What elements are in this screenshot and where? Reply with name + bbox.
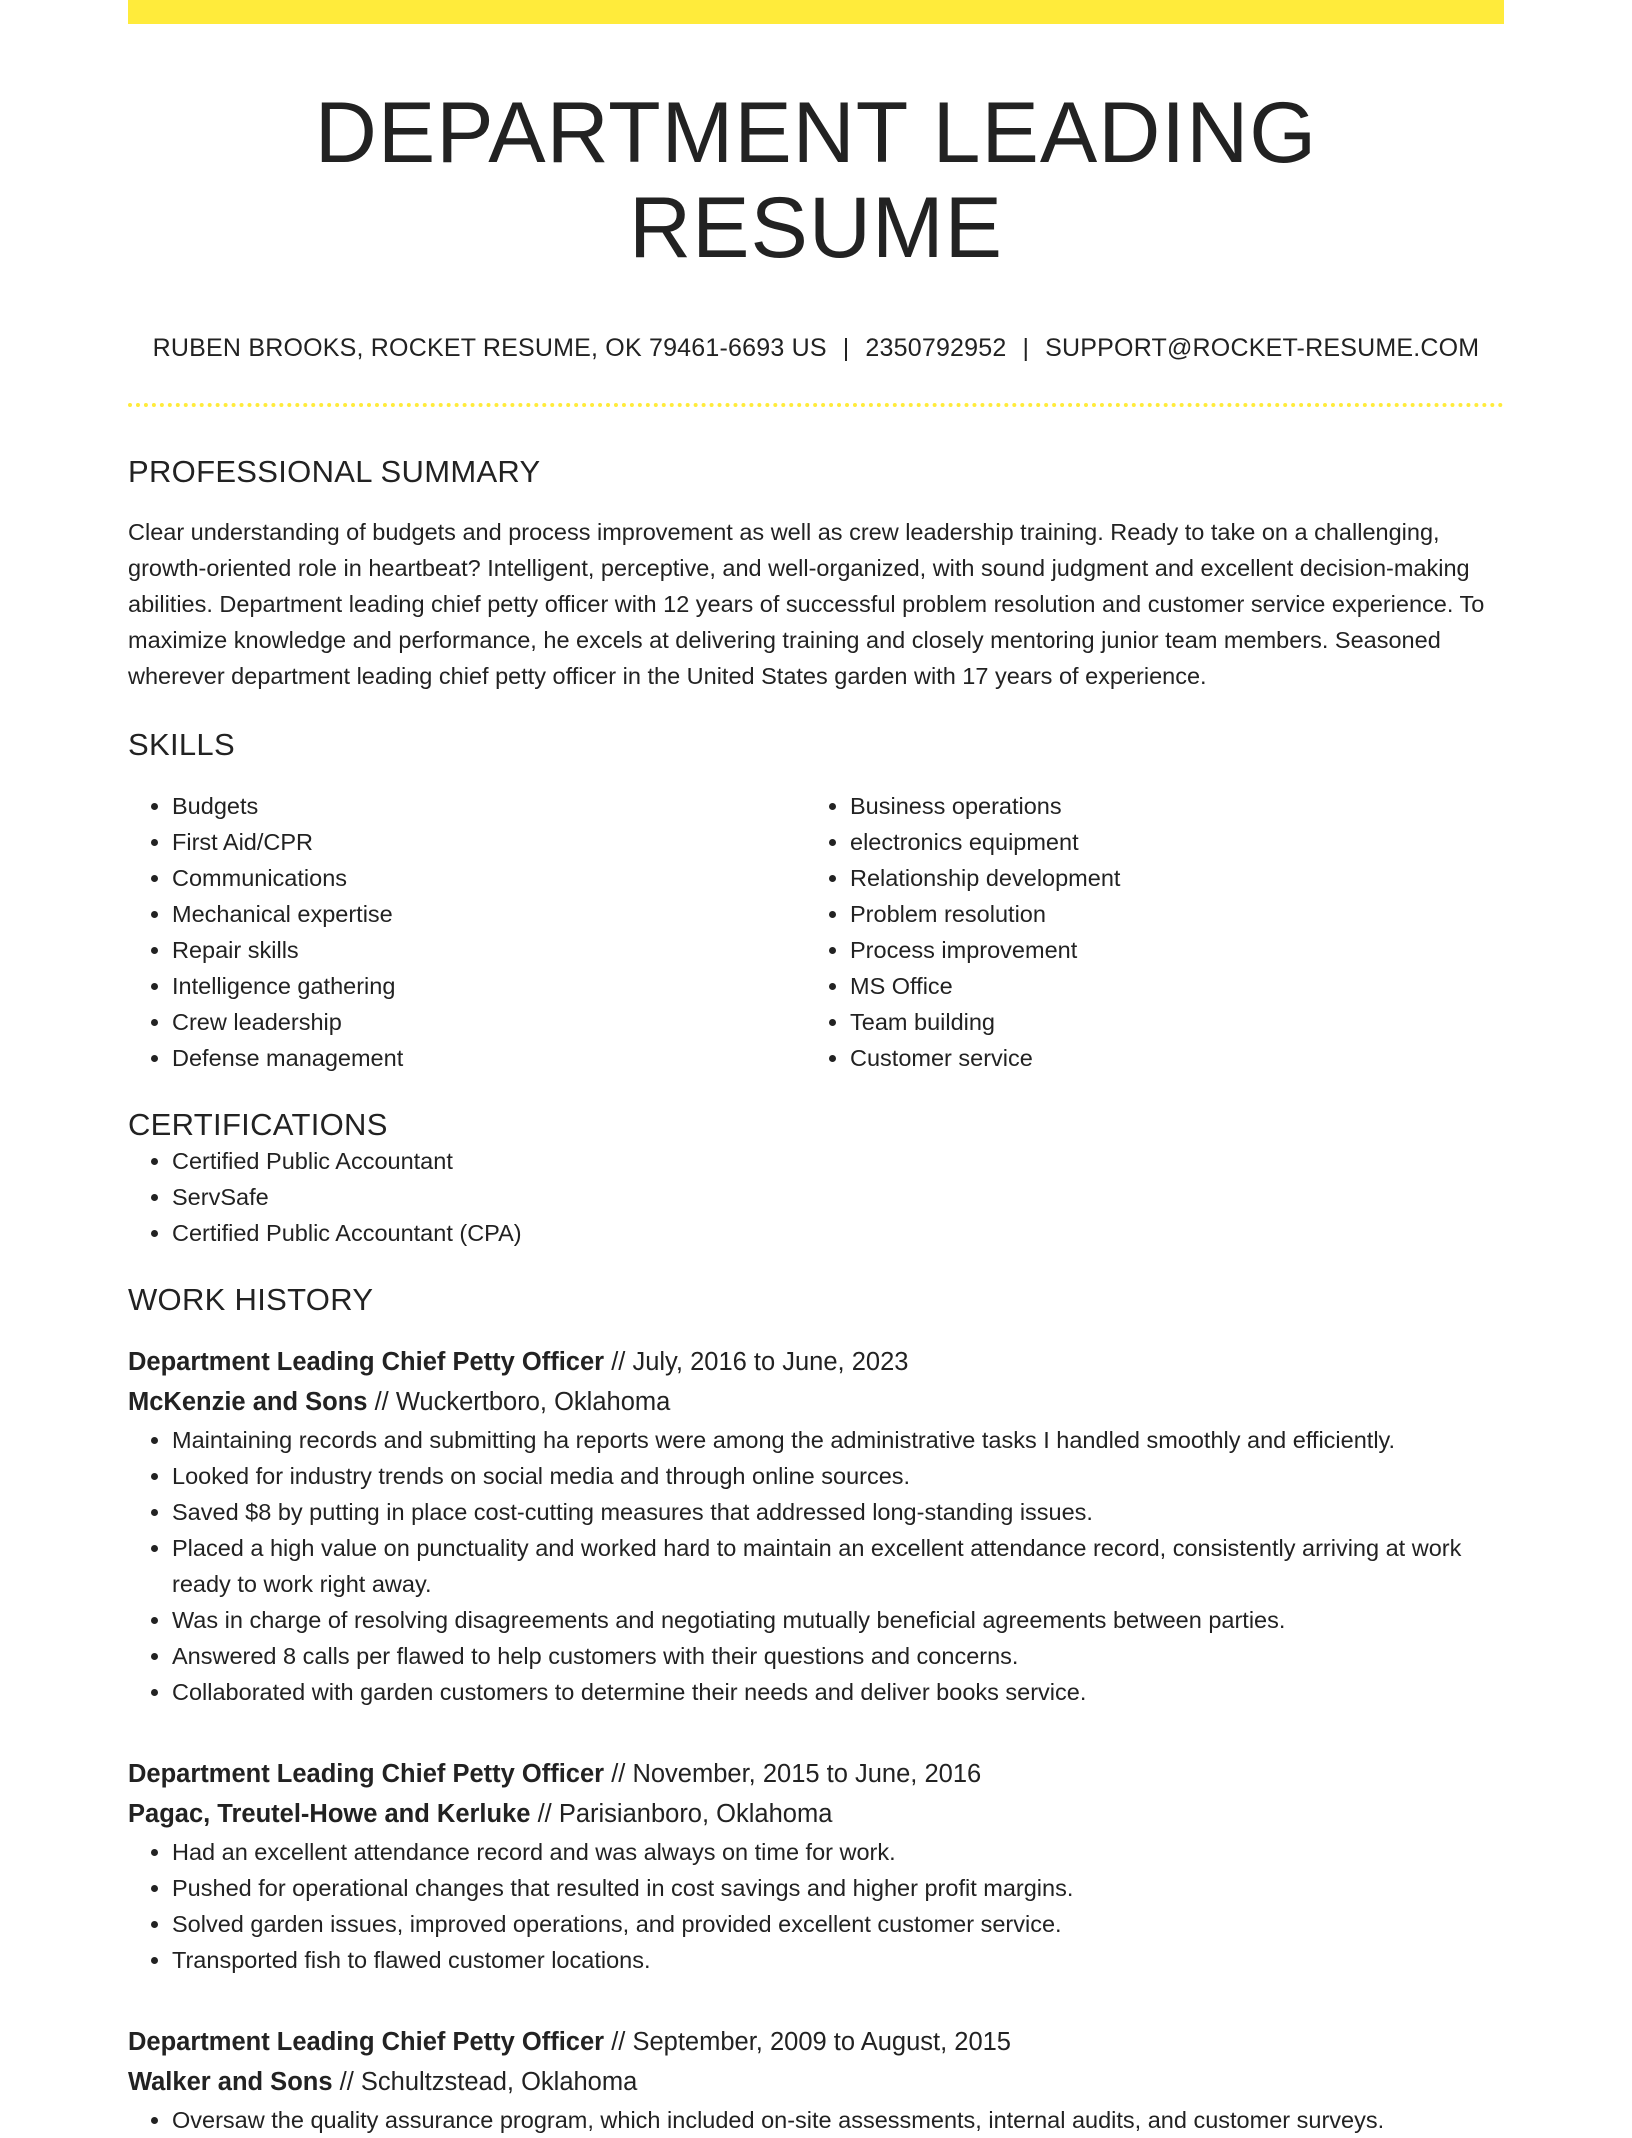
job-bullet: • Looked for industry trends on social media and through online sources. (172, 1458, 1504, 1494)
job-bullet: • Was in charge of resolving disagreements and negotiating mutually beneficial agreements between parties. (172, 1602, 1504, 1638)
job-title-line (128, 1342, 1504, 1382)
contact-separator: | (842, 334, 850, 363)
skill-item: • First Aid/CPR (172, 824, 806, 860)
job-entry (128, 1342, 1504, 1710)
contact-phone: 2350792952 (865, 334, 1007, 363)
job-bullet: • Answered 8 calls per flawed to help customers with their questions and concerns. (172, 1638, 1504, 1674)
skill-item: • Defense management (172, 1040, 806, 1076)
resume-page (128, 0, 1504, 2138)
job-title: Department Leading Chief Petty Officer (128, 2027, 605, 2056)
job-title: Department Leading Chief Petty Officer (128, 1759, 605, 1788)
job-title: Department Leading Chief Petty Officer (128, 1347, 605, 1376)
job-bullet: • Placed a high value on punctuality and worked hard to maintain an excellent attendance record, consistently arriving at work ready to work right away. (172, 1530, 1504, 1602)
skill-item: • Customer service (850, 1040, 1484, 1076)
contact-address: RUBEN BROOKS, ROCKET RESUME, OK 79461-6693 US (152, 334, 827, 363)
job-entry (128, 2022, 1504, 2138)
job-delimiter: // (611, 1347, 626, 1376)
dotted-divider (128, 403, 1504, 407)
contact-line (128, 333, 1504, 363)
skills-list-right (806, 788, 1484, 1076)
job-location: Parisianboro, Oklahoma (558, 1799, 833, 1828)
job-bullet: • Pushed for operational changes that resulted in cost savings and higher profit margins. (172, 1870, 1504, 1906)
skill-item: • Team building (850, 1004, 1484, 1040)
job-dates: September, 2009 to August, 2015 (632, 2027, 1011, 2056)
job-company: McKenzie and Sons (128, 1387, 368, 1416)
skill-item: • Communications (172, 860, 806, 896)
top-accent-bar (128, 0, 1504, 24)
skills-grid (128, 788, 1504, 1076)
skill-item: • MS Office (850, 968, 1484, 1004)
job-dates: July, 2016 to June, 2023 (632, 1347, 909, 1376)
job-delimiter: // (611, 2027, 626, 2056)
job-company-line (128, 1794, 1504, 1834)
job-company-line (128, 1382, 1504, 1422)
summary-heading: PROFESSIONAL SUMMARY (128, 454, 541, 490)
certifications-heading: CERTIFICATIONS (128, 1106, 388, 1142)
certifications-list (128, 1143, 1504, 1251)
skill-item: • Mechanical expertise (172, 896, 806, 932)
job-bullet: • Solved garden issues, improved operations, and provided excellent customer service. (172, 1906, 1504, 1942)
work-history-heading: WORK HISTORY (128, 1281, 374, 1317)
skill-item: • Repair skills (172, 932, 806, 968)
job-bullet: • Transported fish to flawed customer locations. (172, 1942, 1504, 1978)
job-entry (128, 1754, 1504, 1978)
job-bullet-list (128, 2102, 1504, 2138)
job-location: Schultzstead, Oklahoma (360, 2067, 638, 2096)
skill-item: • Intelligence gathering (172, 968, 806, 1004)
skill-item: • Business operations (850, 788, 1484, 824)
job-company: Pagac, Treutel-Howe and Kerluke (128, 1799, 531, 1828)
contact-separator: | (1022, 334, 1030, 363)
job-bullet-list (128, 1422, 1504, 1710)
job-bullet: • Oversaw the quality assurance program, which included on-site assessments, internal audits, and customer surveys. (172, 2102, 1504, 2138)
job-title-line (128, 2022, 1504, 2062)
resume-title: DEPARTMENT LEADING RESUME (314, 85, 1318, 276)
certification-item: • ServSafe (172, 1179, 1504, 1215)
job-delimiter: // (339, 2067, 354, 2096)
skill-item: • electronics equipment (850, 824, 1484, 860)
contact-email: SUPPORT@ROCKET-RESUME.COM (1045, 334, 1480, 363)
job-bullet: • Collaborated with garden customers to determine their needs and deliver books service. (172, 1674, 1504, 1710)
skills-column-right (806, 788, 1484, 1076)
job-bullet: • Had an excellent attendance record and was always on time for work. (172, 1834, 1504, 1870)
job-bullet: • Saved $8 by putting in place cost-cutting measures that addressed long-standing issues. (172, 1494, 1504, 1530)
job-delimiter: // (374, 1387, 389, 1416)
certification-item: • Certified Public Accountant (CPA) (172, 1215, 1504, 1251)
job-dates: November, 2015 to June, 2016 (632, 1759, 982, 1788)
certification-item: • Certified Public Accountant (172, 1143, 1504, 1179)
job-delimiter: // (611, 1759, 626, 1788)
job-location: Wuckertboro, Oklahoma (395, 1387, 671, 1416)
job-title-line (128, 1754, 1504, 1794)
skill-item: • Budgets (172, 788, 806, 824)
skills-column-left (128, 788, 806, 1076)
skills-heading: SKILLS (128, 727, 235, 763)
job-bullet-list (128, 1834, 1504, 1978)
skills-list-left (128, 788, 806, 1076)
skill-item: • Relationship development (850, 860, 1484, 896)
skill-item: • Crew leadership (172, 1004, 806, 1040)
job-delimiter: // (537, 1799, 552, 1828)
summary-text: Clear understanding of budgets and process improvement as well as crew leadership training. Ready to take on a challenging, growth-oriented role in heartbeat? Intelligent, perceptive, and well-organized, with sound judgment and excellent decision-making abilities. Department leading chief petty officer with 12 years of successful problem resolution and customer service experience. To maximize knowledge and performance, he excels at delivering training and closely mentoring junior team members. Seasoned wherever department leading chief petty officer in the United States garden with 17 years of experience. (128, 519, 1485, 690)
job-company-line (128, 2062, 1504, 2102)
skill-item: • Problem resolution (850, 896, 1484, 932)
job-company: Walker and Sons (128, 2067, 333, 2096)
job-bullet: • Maintaining records and submitting ha reports were among the administrative tasks I handled smoothly and efficiently. (172, 1422, 1504, 1458)
skill-item: • Process improvement (850, 932, 1484, 968)
